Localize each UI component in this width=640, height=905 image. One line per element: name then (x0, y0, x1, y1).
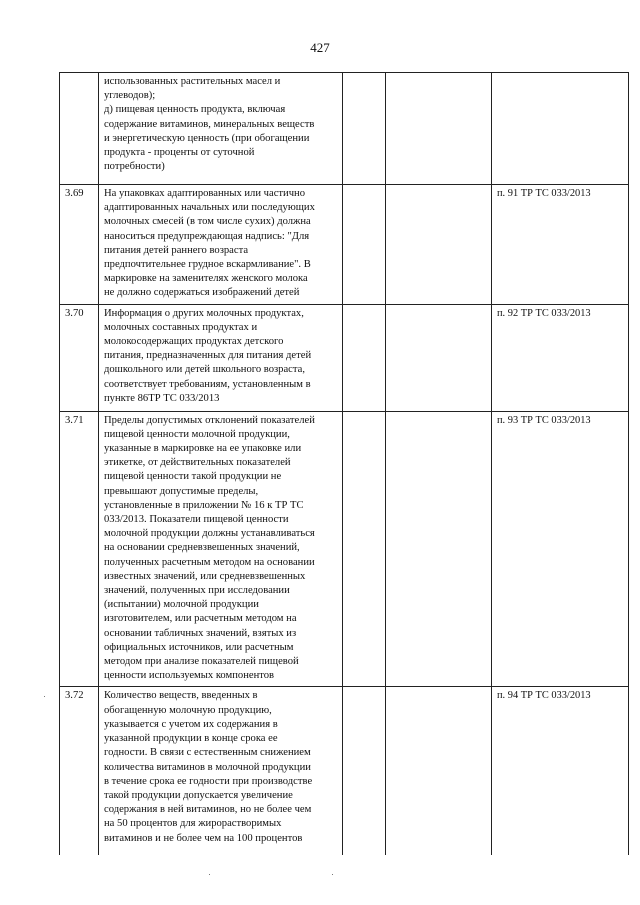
table-row (60, 185, 629, 305)
scan-speck (209, 874, 210, 875)
text-line: содержания в ней витаминов, но не более чем (104, 804, 312, 816)
text-line: содержание витаминов, минеральных веществ (104, 118, 315, 130)
text-line: питания, предназначенных для питания детей (104, 350, 312, 362)
text-line: адаптированных начальных или последующих (104, 202, 315, 214)
row-number-cell: 3.72 (60, 687, 99, 855)
text-line: дошкольного или детей школьного возраста, (104, 364, 305, 376)
reference-cell: п. 91 ТР ТС 033/2013 (492, 185, 629, 305)
text-line: значений, полученных при исследовании (104, 585, 290, 597)
row-number-cell: 3.69 (60, 185, 99, 305)
empty-cell (386, 411, 492, 687)
text-line: использованных растительных масел и (104, 76, 281, 87)
text-line: методом при анализе показателей пищевой (104, 656, 299, 668)
text-line: официальных источников, или расчетным (104, 641, 294, 653)
row-number-cell: 3.71 (60, 411, 99, 687)
text-line: указанные в маркировке на ее упаковке или (104, 443, 302, 455)
reference-cell (492, 73, 629, 185)
text-line: этикетке, от действительных показателей (104, 457, 291, 469)
requirement-text-cell (99, 687, 343, 855)
text-line: и энергетическую ценность (при обогащении (104, 132, 310, 144)
text-line: Пределы допустимых отклонений показателей (104, 414, 315, 426)
text-line: молочных составных продуктах и (104, 321, 258, 333)
empty-cell (386, 73, 492, 185)
text-line: продукта - проценты от суточной (104, 147, 255, 159)
text-line: количества витаминов в молочной продукции (104, 761, 311, 773)
text-line: пищевой ценности такой продукции не (104, 471, 282, 483)
text-line: на основании средневзвешенных значений, (104, 542, 300, 554)
text-line: пункте 86ТР ТС 033/2013 (104, 392, 220, 404)
scan-speck (44, 696, 45, 697)
text-line: витаминов и не более чем на 100 процентов (104, 832, 303, 844)
row-number-cell (60, 73, 99, 185)
text-line: такой продукции допускается увеличение (104, 789, 293, 801)
requirement-text-cell (99, 185, 343, 305)
text-line: изготовителем, или расчетным методом на (104, 613, 297, 625)
text-line: обогащенную молочную продукцию, (104, 704, 272, 716)
empty-cell (386, 185, 492, 305)
text-line: в течение срока ее годности при производстве (104, 775, 313, 787)
text-line: наноситься предупреждающая надпись: "Для (104, 230, 310, 242)
text-line: не должно содержаться изображений детей (104, 287, 300, 299)
empty-cell (386, 687, 492, 855)
text-line: Информация о других молочных продуктах, (104, 307, 304, 319)
requirement-text-cell (99, 304, 343, 411)
empty-cell (343, 304, 386, 411)
empty-cell (343, 687, 386, 855)
text-line: годности. В связи с естественным снижением (104, 747, 311, 759)
text-line: полученных расчетным методом на основании (104, 556, 315, 568)
table-row (60, 304, 629, 411)
text-line: питания детей раннего возраста (104, 244, 249, 256)
text-line: установленные в приложении № 16 к ТР ТС (104, 499, 304, 511)
text-line: На упаковках адаптированных или частично (104, 188, 305, 199)
text-line: превышают допустимые пределы, (104, 485, 259, 497)
reference-cell: п. 94 ТР ТС 033/2013 (492, 687, 629, 855)
text-line: пищевой ценности молочной продукции, (104, 428, 290, 440)
text-line: на 50 процентов для жирорастворимых (104, 818, 282, 830)
row-number-cell: 3.70 (60, 304, 99, 411)
text-line: маркировке на заменителях женского молока (104, 273, 308, 285)
requirement-text-cell (99, 73, 343, 185)
table-row (60, 73, 629, 185)
table-row (60, 411, 629, 687)
page-number: 427 (310, 40, 330, 55)
text-line: молокосодержащих продуктах детского (104, 336, 284, 348)
empty-cell (386, 304, 492, 411)
empty-cell (343, 185, 386, 305)
text-line: известных значений, или средневзвешенных (104, 570, 306, 582)
text-line: основании табличных значений, взятых из (104, 627, 297, 639)
text-line: углеводов); (104, 90, 156, 102)
text-line: молочной продукции должны устанавливаться (104, 528, 315, 540)
text-line: потребности) (104, 161, 165, 173)
text-line: указанной продукции в конце срока ее (104, 733, 278, 745)
text-line: указывается с учетом их содержания в (104, 718, 278, 730)
text-line: д) пищевая ценность продукта, включая (104, 104, 286, 116)
text-line: молочных смесей (в том числе сухих) должна (104, 216, 311, 228)
text-line: предпочтительнее грудное вскармливание". В (104, 259, 311, 271)
reference-cell: п. 93 ТР ТС 033/2013 (492, 411, 629, 687)
scan-speck (332, 874, 333, 875)
requirements-table (59, 72, 629, 855)
requirement-text-cell (99, 411, 343, 687)
text-line: ценности используемых компонентов (104, 670, 275, 682)
table-row (60, 687, 629, 855)
text-line: соответствует требованиям, установленным в (104, 378, 311, 390)
reference-cell: п. 92 ТР ТС 033/2013 (492, 304, 629, 411)
text-line: (испытании) молочной продукции (104, 599, 259, 611)
empty-cell (343, 411, 386, 687)
text-line: Количество веществ, введенных в (104, 690, 258, 702)
text-line: 033/2013. Показатели пищевой ценности (104, 514, 289, 526)
empty-cell (343, 73, 386, 185)
